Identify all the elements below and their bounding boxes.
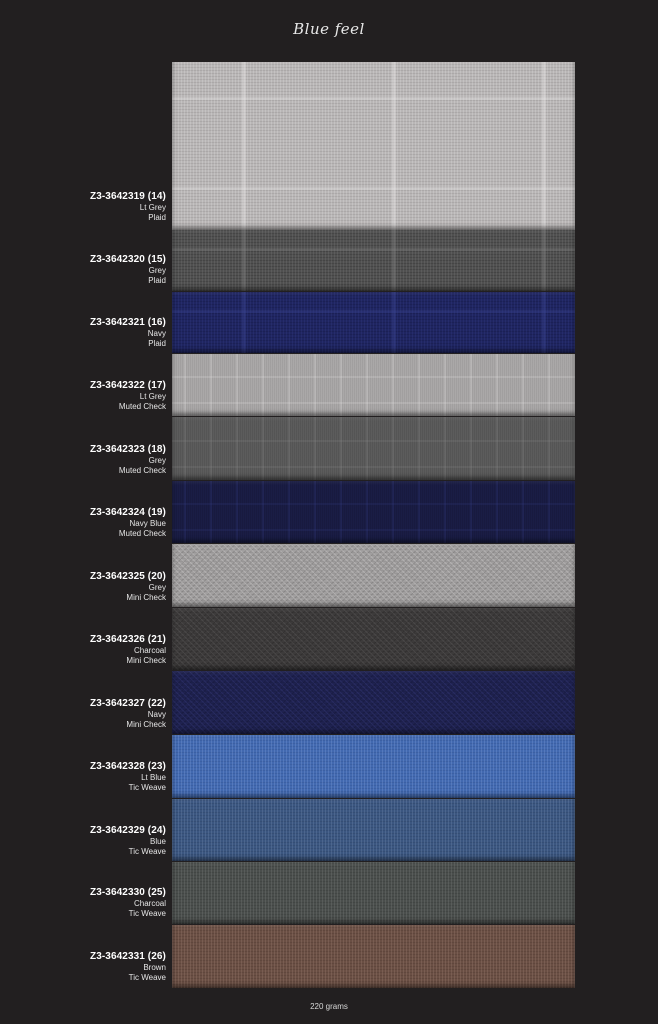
fabric-code: Z3-3642325 (20) <box>90 571 166 582</box>
fabric-swatch <box>172 481 575 543</box>
fabric-code: Z3-3642320 (15) <box>90 254 166 265</box>
fabric-swatch <box>172 544 575 607</box>
fabric-color: Grey <box>148 456 166 465</box>
fabric-pattern: Muted Check <box>118 528 166 538</box>
fabric-pattern: Tic Weave <box>128 972 166 982</box>
fabric-swatch <box>172 735 575 798</box>
fabric-label <box>0 571 166 602</box>
fabric-pattern: Plaid <box>148 338 166 348</box>
fabric-pattern: Muted Check <box>118 465 166 475</box>
fabric-label <box>0 380 166 411</box>
fabric-color: Lt Grey <box>139 392 166 401</box>
fabric-pattern: Mini Check <box>126 592 166 602</box>
fabric-label <box>0 191 166 222</box>
fabric-swatch <box>172 671 575 734</box>
fabric-swatch <box>172 608 575 670</box>
fabric-code: Z3-3642327 (22) <box>90 698 166 709</box>
fabric-pattern: Mini Check <box>126 655 166 665</box>
fabric-pattern: Plaid <box>148 212 166 222</box>
brand-logo: Blue feel <box>293 20 365 38</box>
fabric-color: Lt Blue <box>141 773 166 782</box>
fabric-label <box>0 825 166 856</box>
fabric-code: Z3-3642331 (26) <box>90 951 166 962</box>
fabric-label <box>0 887 166 918</box>
fabric-color: Navy <box>147 329 166 338</box>
fabric-color: Grey <box>148 583 166 592</box>
fabric-swatch <box>172 62 575 230</box>
fabric-pattern: Tic Weave <box>128 782 166 792</box>
fabric-label <box>0 254 166 285</box>
fabric-color: Charcoal <box>133 899 166 908</box>
fabric-label <box>0 317 166 348</box>
fabric-pattern: Muted Check <box>118 401 166 411</box>
fabric-swatch <box>172 292 575 353</box>
fabric-swatch <box>172 417 575 480</box>
fabric-code: Z3-3642329 (24) <box>90 825 166 836</box>
fabric-color: Navy <box>147 710 166 719</box>
fabric-code: Z3-3642324 (19) <box>90 507 166 518</box>
fabric-swatch <box>172 799 575 861</box>
fabric-label <box>0 507 166 538</box>
fabric-color: Charcoal <box>133 646 166 655</box>
fabric-pattern: Tic Weave <box>128 846 166 856</box>
fabric-swatch <box>172 862 575 924</box>
fabric-label <box>0 634 166 665</box>
fabric-swatch <box>172 925 575 988</box>
fabric-code: Z3-3642330 (25) <box>90 887 166 898</box>
fabric-code: Z3-3642321 (16) <box>90 317 166 328</box>
fabric-code: Z3-3642328 (23) <box>90 761 166 772</box>
fabric-pattern: Plaid <box>148 275 166 285</box>
fabric-weight: 220 grams <box>310 1002 348 1011</box>
fabric-label <box>0 444 166 475</box>
fabric-code: Z3-3642319 (14) <box>90 191 166 202</box>
fabric-color: Lt Grey <box>139 203 166 212</box>
fabric-color: Blue <box>149 837 166 846</box>
fabric-swatch <box>172 354 575 416</box>
fabric-color: Grey <box>148 266 166 275</box>
fabric-swatch <box>172 230 575 291</box>
fabric-label <box>0 698 166 729</box>
fabric-code: Z3-3642326 (21) <box>90 634 166 645</box>
fabric-pattern: Mini Check <box>126 719 166 729</box>
fabric-code: Z3-3642322 (17) <box>90 380 166 391</box>
fabric-label <box>0 761 166 792</box>
fabric-code: Z3-3642323 (18) <box>90 444 166 455</box>
fabric-color: Navy Blue <box>129 519 166 528</box>
fabric-label <box>0 951 166 982</box>
fabric-pattern: Tic Weave <box>128 908 166 918</box>
fabric-color: Brown <box>143 963 166 972</box>
